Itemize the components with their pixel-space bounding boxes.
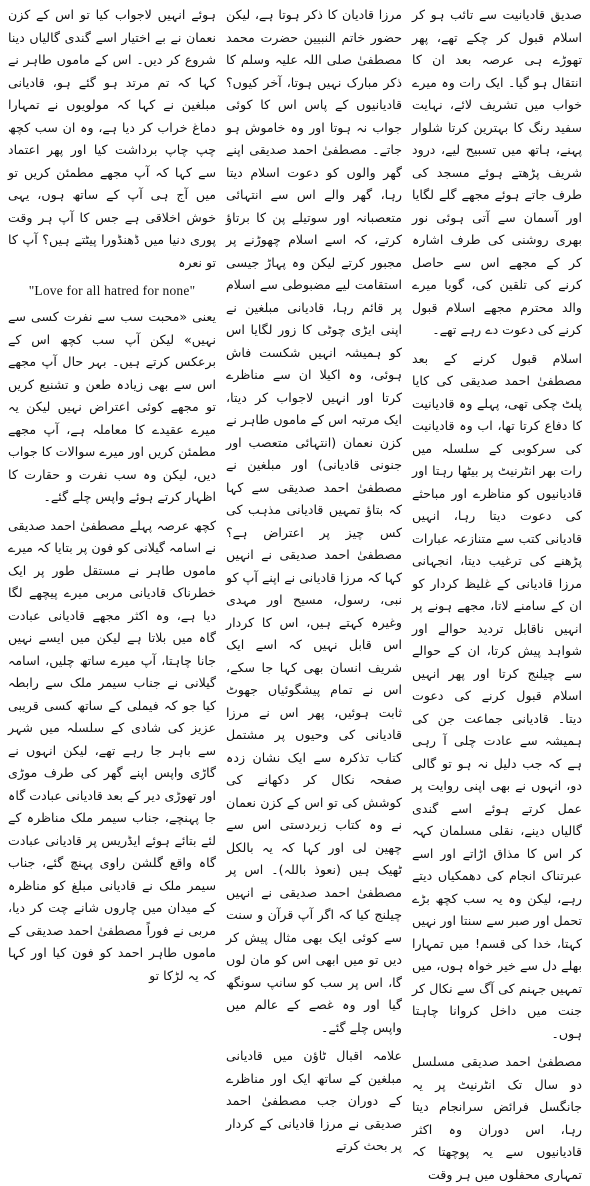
article-paragraph: اسلام قبول کرنے کے بعد مصطفیٰ احمد صدیقی کی کایا پلٹ چکی تھی، پہلے وہ قادیانیت کا دفاع کرتا تھا، اب وہ قادیانیت کی سرکوبی کے سلسلہ میں رات بھر انٹرنیٹ پر بیٹھا رہتا اور قادیانیوں کو مناظرے اور مباحثے کی دعوت دیتا رہا، انہیں قادیانی کتب سے متنازعہ عبارات پڑھنے کی ترغیب دیتا، انجہانی مرزا قادیانی کے غلیظ کردار کو ان کے سامنے لاتا، مجھے ہونے پر انہیں ناقابل تردید حوالے اور شواہد پیش کرتا، ان کے حوالے سے چیلنج کرتا اور پھر انہیں اسلام قبول کرنے کی دعوت دیتا۔ قادیانی جماعت جن کی ہمیشہ سے عادت چلی آ رہی ہے کہ جب دلیل نہ ہو تو گالی دو، انہوں نے بھی اپنی روایت پر عمل کرتے ہوئے اسے گندی گالیاں دینے، نقلی مسلمان کہہ کر اس کا مذاق اڑاتے اور اسے عبرتناک انجام کی دھمکیاں دیتے رہے، لیکن وہ یہ سب کچھ بڑے تحمل اور صبر سے سنتا اور نہیں کہتا، خدا کی قسم! میں تمہارا بھلے دل سے خیر خواہ ہوں، میں تمہیں جہنم کی آگ سے نکال کر جنت میں داخل کروانا چاہتا ہوں۔: [412, 350, 582, 1041]
article-paragraph: یعنی «محبت سب سے نفرت کسی سے نہیں» لیکن آپ سب کچھ اس کے برعکس کرتے ہیں۔ بہر حال آپ مجھے اس سے بھی زیادہ طعن و تشنیع کریں تو مجھے کوئی اعتراض نہیں لیکن یہ میرے عقیدے کا معاملہ ہے، آپ مجھے مطمئن کریں اور میرے سوالات کا جواب دیں، لیکن وہ سب نفرت و حقارت کا اظہار کرتے ہوئے واپس چلے گئے۔: [8, 309, 216, 504]
article-paragraph: کچھ عرصہ پہلے مصطفیٰ احمد صدیقی نے اسامہ گیلانی کو فون پر بتایا کہ میرے ماموں طاہر نے مستقل طور پر ایک خطرناک قادیانی مربی میرے پیچھے لگا دیا ہے، وہ اکثر مجھے قادیانی عبادت گاہ میں بلاتا ہے لیکن میں ایسے نہیں جانا چاہتا، آپ میرے ساتھ چلیں، اسامہ گیلانی نے جناب سیمر ملک سے رابطہ کیا جو کہ فیملی کے ساتھ کسی قریبی عزیز کی شادی کے سلسلہ میں شہر سے باہر جا رہے تھے، لیکن انہوں نے گاڑی واپس اپنے گھر کی طرف موڑی اور تھوڑی دیر کے بعد قادیانی عبادت گاہ جا پہنچے، جناب سیمر ملک مناظرہ کے لئے بتائے ہوئے ایڈریس پر قادیانی عبادت گاہ واقع گلشن راوی پہنچ گئے، جناب سیمر ملک نے قادیانی مبلغ کو مناظرہ کے میدان میں چاروں شانے چت کر دیا، مربی نے فوراً مصطفیٰ احمد صدیقی کے ماموں طاہر احمد کو فون کیا اور کہا کہ یہ لڑکا تو: [8, 517, 216, 983]
article-paragraph: علامہ اقبال ٹاؤن میں قادیانی مبلغین کے ساتھ ایک اور مناظرے کے دوران جب مصطفیٰ احمد صدیقی نے مرزا قادیانی کے کردار پر بحث کرتے: [226, 1048, 402, 1153]
article-paragraph: ہوئے انہیں لاجواب کیا تو اس کے کزن نعمان نے بے اختیار اسے گندی گالیاں دینا شروع کر دیں۔ اس کے ماموں طاہر نے کہا کہ تم مرتد ہو گئے ہو، قادیانی مبلغین نے کہا کہ مولویوں نے تمہارا دماغ خراب کر دیا ہے، وہ ان سب کچھ چپ چاپ برداشت کیا اور پھر اعتماد سے کہا کہ آپ مجھے مطمئن کریں تو میں آج ہی آپ کے ساتھ ہوں، یہی خوش اخلاقی ہے جس کا آپ ہر وقت پوری دنیا میں ڈھنڈورا پیٹتے ہیں؟ آپ کا تو نعرہ: [8, 7, 216, 270]
article-paragraph: مرزا قادیان کا ذکر ہوتا ہے، لیکن حضور خاتم النبیین حضرت محمد مصطفیٰ صلی اللہ علیہ وسلم کا ذکر مبارک نہیں ہوتا، آخر کیوں؟ قادیانیوں کے پاس اس کا کوئی جواب نہ ہوتا اور وہ خاموش ہو جاتے۔ مصطفیٰ احمد صدیقی اپنے گھر والوں کو دعوت اسلام دیتا رہا، گھر والے اس سے انتہائی متعصبانہ اور سوتیلے پن کا برتاؤ کرتے، کہ اسے اسلام چھوڑنے پر مجبور کرتے لیکن وہ پہاڑ جیسی استقامت لیے مضبوطی سے اسلام پر قائم رہا، قادیانی مبلغین نے اپنی ایڑی چوٹی کا زور لگایا اس کو ہمیشہ انہیں شکست فاش ہوئی، وہ اکیلا ان سے مناظرے کرتا اور انہیں لاجواب کر دیتا، ایک مرتبہ اس کے ماموں طاہر نے کزن نعمان (انتہائی متعصب اور جنونی قادیانی) اور مبلغین نے مصطفیٰ احمد صدیقی سے کہا کہ بتاؤ تمہیں قادیانی مذہب کی کس چیز پر اعتراض ہے؟ مصطفیٰ احمد صدیقی نے انہیں کہا کہ مرزا قادیانی نے اپنے آپ کو نبی، رسول، مسیح اور مہدی وغیرہ کہتے ہیں، اس کا کردار اس قابل نہیں کہ اسے ایک شریف انسان بھی کہا جا سکے، اس نے تمام پیشگوئیاں جھوٹ ثابت ہوئیں، پھر اس نے مرزا قادیانی کی وحیوں پر مشتمل کتاب تذکرہ سے ایک نشان زدہ صفحہ نکال کر دکھانے کی کوشش کی تو اس کے کزن نعمان نے وہ کتاب زبردستی اس سے چھین لی اور کہا کہ یہ بالکل ٹھیک ہیں (نعوذ باللہ)۔ اس پر مصطفیٰ احمد صدیقی نے انہیں چیلنج کیا کہ اگر آپ قرآن و سنت سے کوئی ایک بھی مثال پیش کر دیں تو میں ابھی اس کو مان لوں گا، اس پر سب کو سانپ سونگھ گیا اور وہ غصے کے عالم میں واپس چلے گئے۔: [226, 7, 402, 1035]
article-paragraph: صدیق قادیانیت سے تائب ہو کر اسلام قبول کر چکے تھے، پھر تھوڑے ہی عرصہ بعد ان کا انتقال ہو گیا۔ ایک رات وہ میرے خواب میں تشریف لائے، نہایت سفید رنگ کا بہترین کرتا شلوار پہنے، ہاتھ میں تسبیح لیے، درود شریف پڑھتے ہوئے مسجد کی طرف جاتے ہوئے مجھے گلے لگایا اور آسمان سے آتی ہوئی نور بھری روشنی کی طرف اشارہ کر کے مجھے اس سے حاصل کرنے کی تلقین کی، گویا میرے والد محترم مجھے اسلام قبول کرنے کی دعوت دے رہے تھے۔: [412, 7, 582, 337]
text-column-left: [3, 4, 221, 983]
text-column-middle: [221, 4, 407, 1153]
article-paragraph: مصطفیٰ احمد صدیقی مسلسل دو سال تک انٹرنیٹ پر یہ جانگسل فرائض سرانجام دیتا رہا، اس دوران وہ اکثر قادیانیوں سے یہ پوچھتا کہ تمہاری محفلوں میں ہر وقت: [412, 1054, 582, 1182]
text-column-right: [407, 4, 587, 1182]
english-slogan: "Love for all hatred for none": [28, 283, 196, 298]
